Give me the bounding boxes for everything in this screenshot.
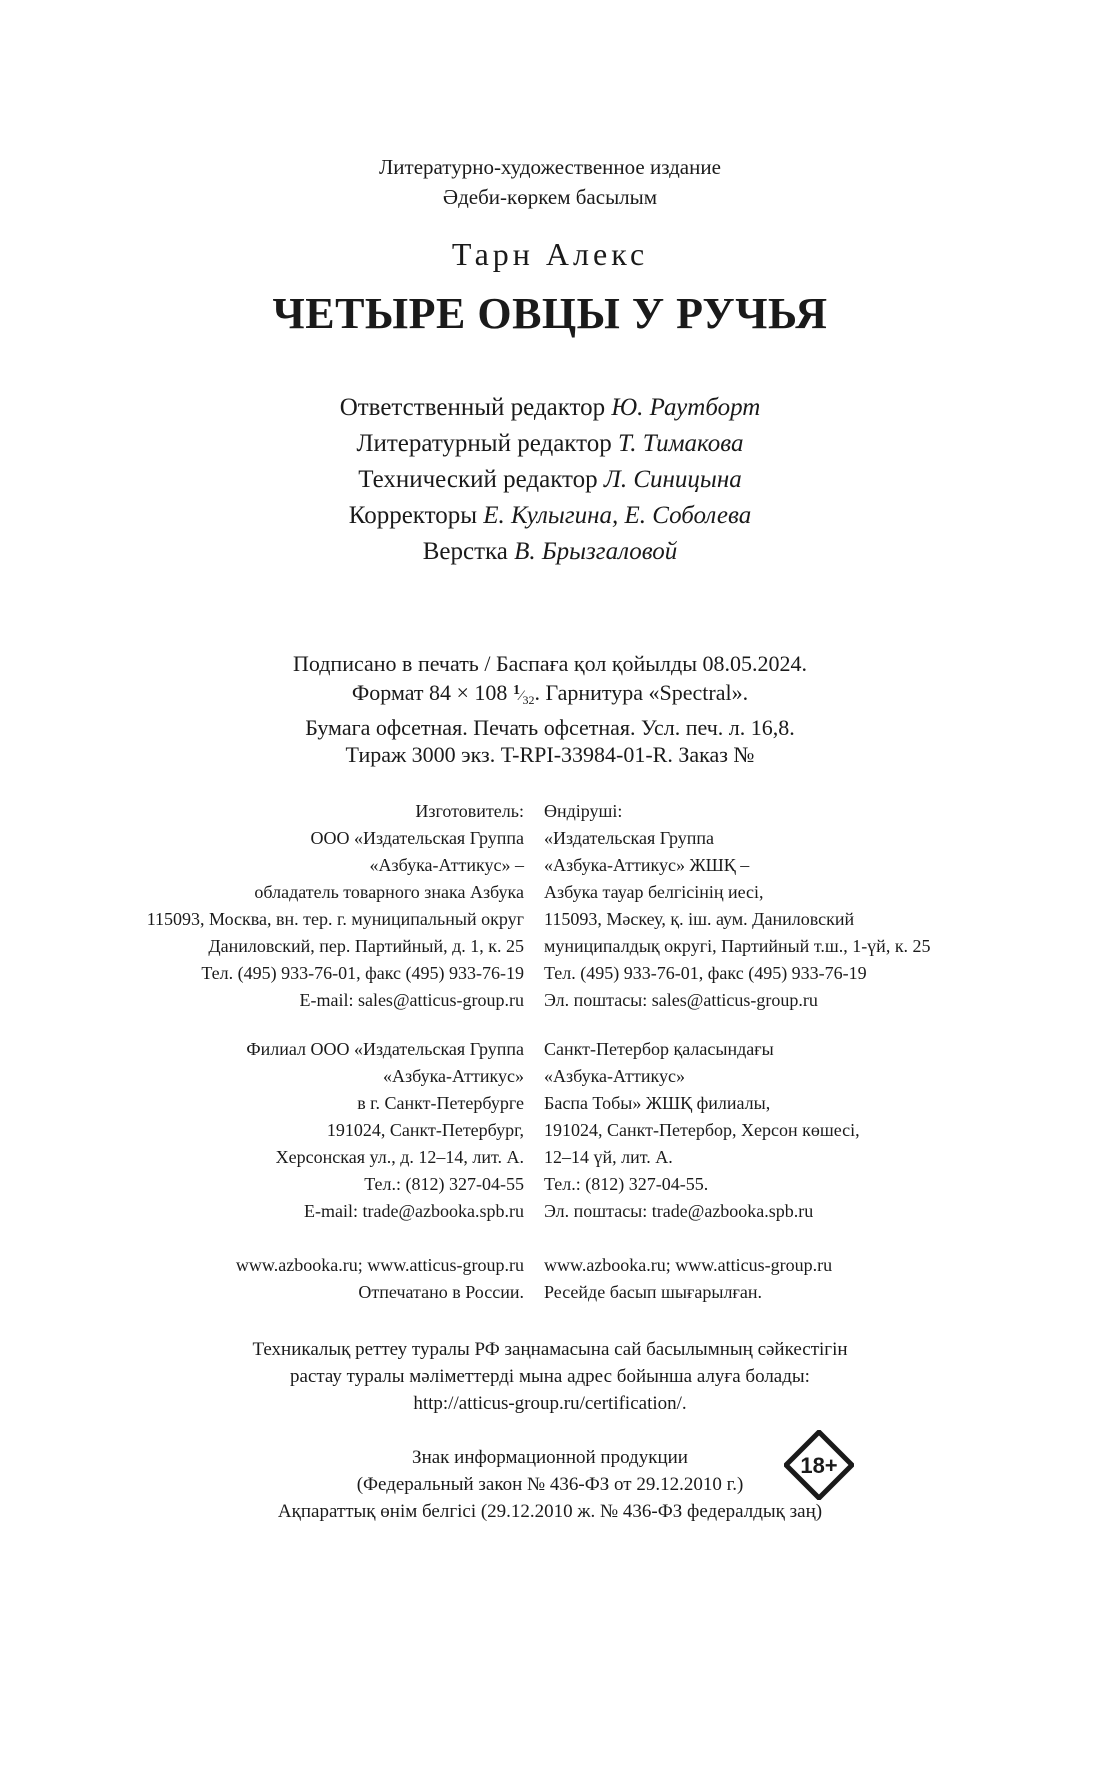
format-fraction: $^1⁄_{32}$: [512, 683, 535, 707]
edition-line-ru: Литературно-художественное издание: [379, 155, 721, 179]
email-ru: E-mail: sales@atticus-group.ru: [299, 990, 524, 1010]
credit-line: [0, 462, 1100, 498]
email-kz: Эл. поштасы: trade@azbooka.spb.ru: [544, 1201, 814, 1221]
credit-line: [0, 498, 1100, 534]
website-links: www.azbooka.ru; www.atticus-group.ru: [544, 1255, 833, 1275]
website-links: www.azbooka.ru; www.atticus-group.ru: [235, 1255, 524, 1275]
certification-note: [0, 1336, 1100, 1417]
credit-line: [0, 426, 1100, 462]
credit-person: Т. Тимакова: [617, 430, 744, 457]
book-title: ЧЕТЫРЕ ОВЦЫ У РУЧЬЯ: [272, 289, 828, 338]
text-line: Азбука тауар белгісінің иесі,: [544, 882, 764, 902]
text-line: «Азбука-Аттикус»: [383, 1066, 524, 1086]
text-line: в г. Санкт-Петербурге: [357, 1093, 524, 1113]
text-line: Херсонская ул., д. 12–14, лит. А.: [275, 1147, 524, 1167]
text-line: ООО «Издательская Группа: [310, 828, 524, 848]
credit-role: Верстка: [422, 538, 508, 565]
text-line: 191024, Санкт-Петербург,: [326, 1120, 524, 1140]
text-line: «Азбука-Аттикус» –: [369, 855, 524, 875]
text-line: 115093, Москва, вн. тер. г. муниципальный округ: [146, 909, 524, 929]
text-line: растау туралы мәліметтерді мына адрес бойынша алуға болады:: [290, 1366, 810, 1387]
edition-line-kz: Әдеби-көркем басылым: [442, 185, 658, 209]
text-line: 191024, Санкт-Петербор, Херсон көшесі,: [544, 1120, 860, 1140]
email-ru: E-mail: trade@azbooka.spb.ru: [304, 1201, 524, 1221]
info-product-note: [0, 1444, 1100, 1525]
credit-person: Е. Кулыгина, Е. Соболева: [483, 502, 752, 529]
manufacturer-kz: [544, 798, 931, 1014]
format-line: [0, 677, 1100, 714]
signed-line: Подписано в печать / Баспаға қол қойылды 08.05.2024.: [292, 651, 808, 676]
author-name: Тарн Алекс: [451, 236, 649, 272]
text-line: «Азбука-Аттикус» ЖШҚ –: [544, 855, 750, 875]
text-line: Филиал ООО «Издательская Группа: [246, 1039, 524, 1059]
printed-in: Отпечатано в России.: [358, 1282, 524, 1302]
print-info: [0, 650, 1100, 768]
text-line: муниципалдық округі, Партийный т.ш., 1-үй, к. 25: [544, 936, 931, 956]
web-kz: [544, 1252, 832, 1306]
credit-role: Корректоры: [348, 502, 478, 529]
text-line: Ақпараттық өнім белгісі (29.12.2010 ж. № 436-ФЗ федералдық заң): [277, 1501, 823, 1522]
circulation-line: Тираж 3000 экз. T-RPI-33984-01-R. Заказ №: [345, 742, 755, 767]
text-line: Тел. (495) 933-76-01, факс (495) 933-76-19: [201, 963, 524, 983]
credit-role: Ответственный редактор: [339, 394, 606, 421]
age-rating-badge: [784, 1430, 854, 1500]
text-line: «Азбука-Аттикус»: [544, 1066, 685, 1086]
credit-role: Технический редактор: [358, 466, 598, 493]
text-line: обладатель товарного знака Азбука: [254, 882, 524, 902]
credit-role: Литературный редактор: [356, 430, 612, 457]
credits-block: [0, 390, 1100, 570]
branch-kz: [544, 1036, 860, 1225]
paper-line: Бумага офсетная. Печать офсетная. Усл. печ. л. 16,8.: [305, 715, 795, 740]
format-prefix: Формат 84 × 108: [351, 680, 508, 705]
text-line: Тел.: (812) 327-04-55: [364, 1174, 524, 1194]
text-line: (Федеральный закон № 436-ФЗ от 29.12.2010 г.): [356, 1474, 744, 1495]
text-line: Знак информационной продукции: [412, 1447, 688, 1468]
format-suffix: . Гарнитура «Spectral».: [534, 680, 749, 705]
text-line: 115093, Мәскеу, қ. іш. аум. Даниловский: [544, 909, 855, 929]
certification-url: http://atticus-group.ru/certification/.: [413, 1393, 687, 1414]
email-kz: Эл. поштасы: sales@atticus-group.ru: [544, 990, 818, 1010]
text-line: Баспа Тобы» ЖШҚ филиалы,: [544, 1093, 771, 1113]
web-ru: [236, 1252, 524, 1306]
text-line: Өндіруші:: [544, 801, 623, 821]
text-line: Даниловский, пер. Партийный, д. 1, к. 25: [208, 936, 524, 956]
format-numerator: 1: [512, 683, 520, 698]
credit-line: [0, 390, 1100, 426]
credit-line: [0, 534, 1100, 570]
printed-in: Ресейде басып шығарылған.: [544, 1282, 762, 1302]
credit-person: Ю. Раутборт: [611, 394, 761, 421]
text-line: Техникалық реттеу туралы РФ заңнамасына сай басылымның сәйкестігін: [252, 1339, 848, 1360]
text-line: Тел.: (812) 327-04-55.: [544, 1174, 709, 1194]
manufacturer-ru: [147, 798, 524, 1014]
text-line: Тел. (495) 933-76-01, факс (495) 933-76-19: [544, 963, 867, 983]
text-line: «Издательская Группа: [544, 828, 715, 848]
text-line: 12–14 үй, лит. А.: [544, 1147, 673, 1167]
credit-person: Л. Синицына: [603, 466, 742, 493]
text-line: Изготовитель:: [415, 801, 524, 821]
edition-type: [0, 152, 1100, 212]
format-denominator: 32: [522, 693, 535, 707]
branch-ru: [246, 1036, 524, 1225]
credit-person: В. Брызгаловой: [514, 538, 678, 565]
text-line: Санкт-Петербор қаласындағы: [544, 1039, 774, 1059]
age-rating-label: 18+: [800, 1453, 838, 1478]
